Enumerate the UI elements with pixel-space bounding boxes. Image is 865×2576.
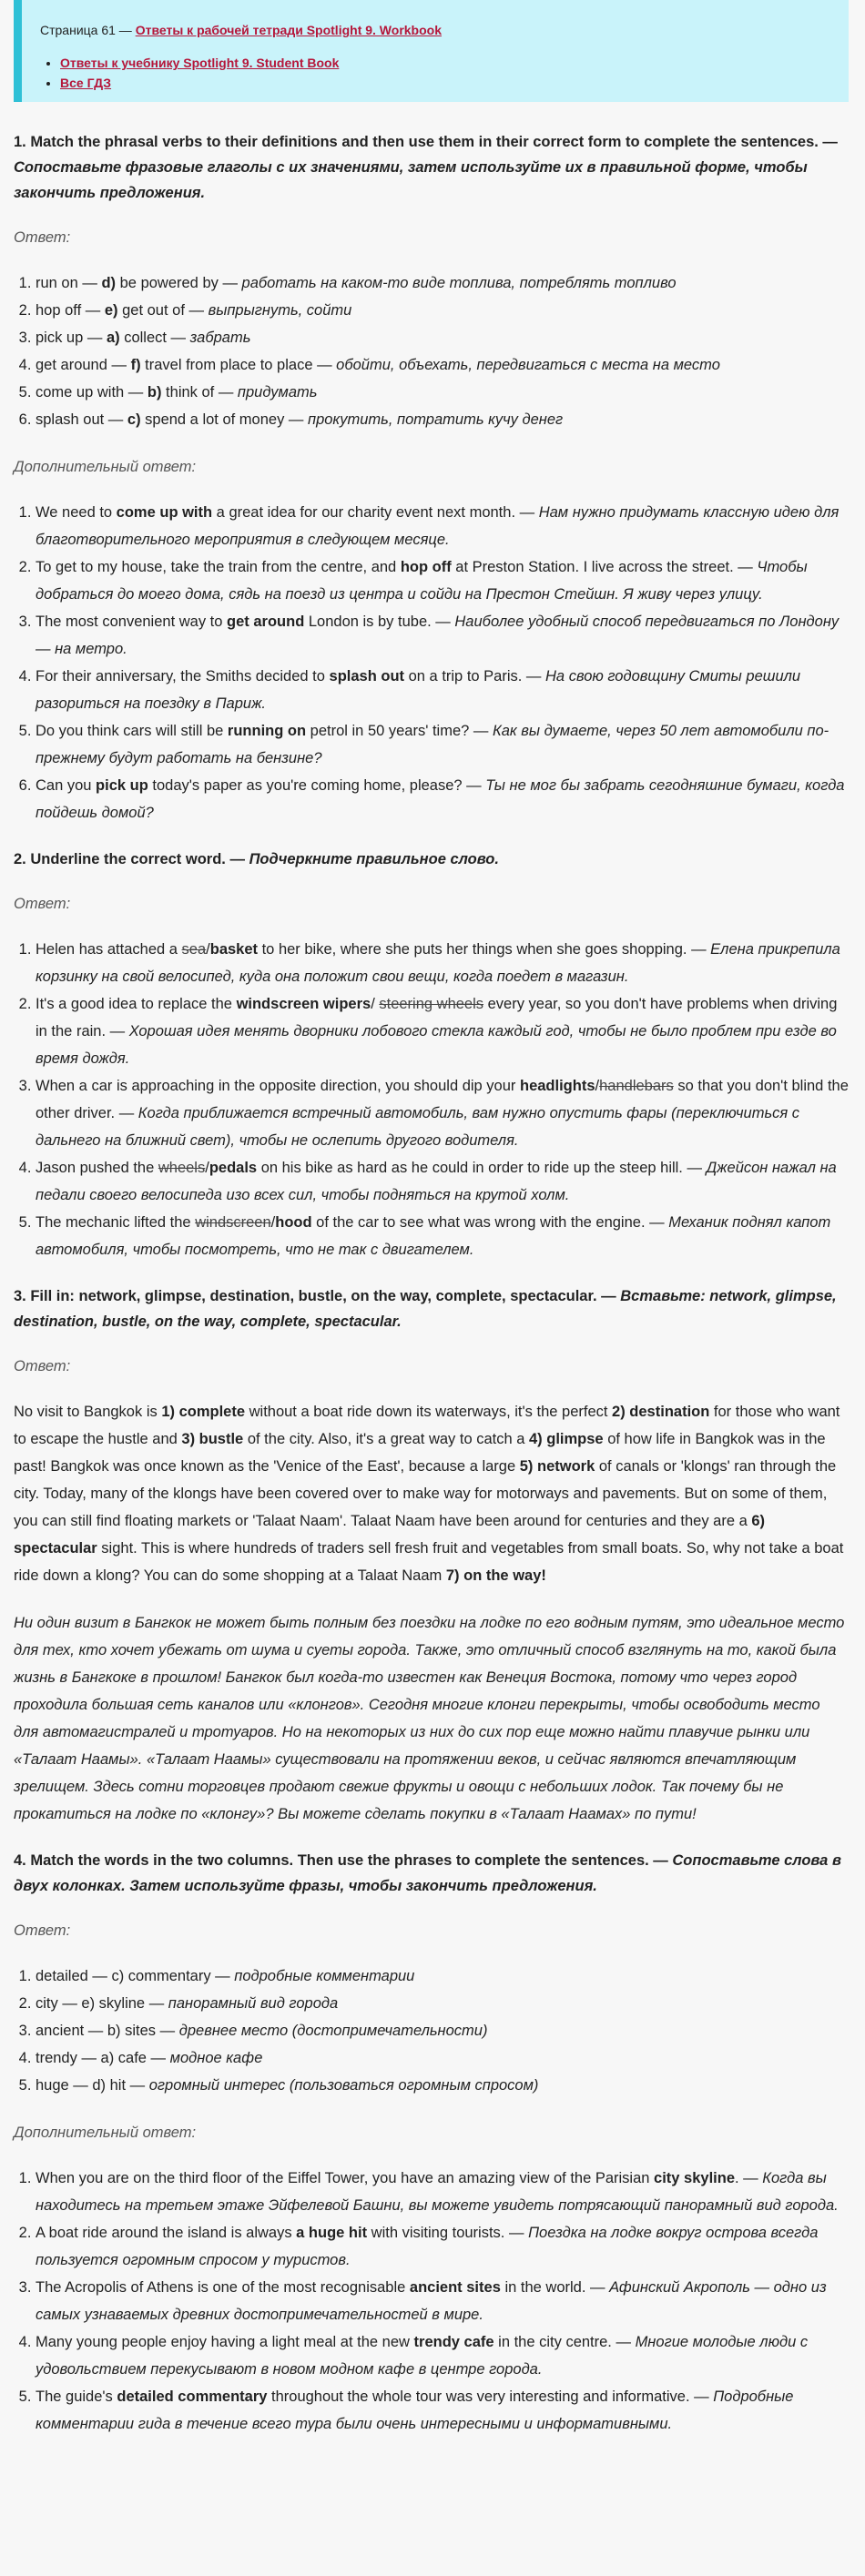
item-text: come up with —: [36, 384, 148, 401]
item-translation: Хорошая идея менять дворники лобового стекла каждый год, чтобы не было проблем при езде во время дождя.: [36, 1023, 837, 1067]
list-item: [36, 2165, 849, 2219]
item-translation: Ты не мог бы забрать сегодняшние бумаги, когда пойдешь домой?: [36, 777, 845, 821]
item-key: a huge hit: [296, 2225, 368, 2241]
item-text: think of —: [161, 384, 238, 401]
answer-word: 7) on the way!: [445, 1567, 546, 1584]
list-item: [36, 2072, 849, 2099]
list-item: [36, 406, 849, 433]
answer-word: 5) network: [519, 1458, 595, 1475]
item-text: The most convenient way to: [36, 614, 228, 630]
item-text: London is by tube. —: [304, 614, 455, 630]
item-translation: забрать: [189, 330, 251, 346]
item-text: huge — d) hit —: [36, 2077, 149, 2094]
struck-word: windscreen: [195, 1214, 271, 1231]
item-text: The guide's: [36, 2388, 117, 2405]
item-text: on his bike as hard as he could in order to ride up the steep hill. —: [257, 1160, 707, 1176]
ex3-title: [14, 1283, 849, 1334]
list-item: [36, 351, 849, 379]
item-key: city skyline: [654, 2170, 736, 2186]
ex2-title-en: 2. Underline the correct word. —: [14, 851, 249, 867]
item-text: of the car to see what was wrong with the engine. —: [311, 1214, 669, 1231]
ex4-title-en: 4. Match the words in the two columns. Then use the phrases to complete the sentences. —: [14, 1852, 673, 1869]
item-translation: обойти, объехать, передвигаться с места на место: [336, 357, 720, 373]
item-key: pedals: [209, 1160, 258, 1176]
ex4-answer-list: [14, 1962, 849, 2099]
item-text: ancient — b) sites —: [36, 2023, 179, 2039]
ex1-title-en: 1. Match the phrasal verbs to their definitions and then use them in their correct form to complete the sentences. —: [14, 134, 838, 150]
ex4-extra-list: [14, 2165, 849, 2438]
item-text: every year, so you don't have problems when driving in the rain. —: [36, 996, 838, 1040]
struck-word: handlebars: [599, 1078, 674, 1094]
item-text: get out of —: [117, 302, 209, 319]
item-key: windscreen wipers: [236, 996, 371, 1012]
text-part: of canals or 'klongs' ran through the city. Today, many of the klongs have been covered over to make way for motorways and pavements. But on some of them, you can still find floating markets or 'Talaat Naam'. Talaat Naam have been around for centuries and they are a: [14, 1458, 837, 1529]
item-translation: Джейсон нажал на педали своего велосипеда изо всех сил, чтобы подняться на крутой холм.: [36, 1160, 837, 1203]
separator: /: [206, 941, 210, 958]
text-part: for those who want to escape the hustle and: [14, 1404, 840, 1447]
item-text: For their anniversary, the Smiths decided to: [36, 668, 330, 685]
item-key: f): [130, 357, 141, 373]
ex1-answer-label: Ответ:: [14, 229, 71, 246]
item-key: d): [101, 275, 117, 291]
item-text: today's paper as you're coming home, please? —: [148, 777, 486, 794]
item-text: get around —: [36, 357, 131, 373]
item-text: When a car is approaching in the opposite direction, you should dip your: [36, 1078, 520, 1094]
answer-word: 3) bustle: [181, 1431, 244, 1447]
ex1-answer-list: [14, 269, 849, 433]
nav-studentbook-link[interactable]: Ответы к учебнику Spotlight 9. Student Book: [60, 56, 340, 70]
ex1-title: [14, 129, 849, 206]
ex3-text-ru: Ни один визит в Бангкок не может быть полным без поездки на лодке по его водным путям, это идеальное место для тех, кто хочет убежать от шума и суеты города. Также, это отличный способ взглянуть на то, какой была жизнь в Бангкоке в прошлом! Бангкок был когда-то известен как Венеция Востока, потому что через город проходила большая сеть каналов или «клонгов». Сегодня многие клонги перекрыты, чтобы освободить место для автомагистралей и тротуаров. Но на некоторых из них до сих пор еще можно найти плавучие рынки или «Талаат Наамы». «Талаат Наамы» существовали на протяжении веков, и сейчас являются впечатляющим зрелищем. Здесь сотни торговцев продают свежие фрукты и овощи с небольших лодок. Так почему бы не прокатиться на лодке по «клонгу»? Вы можете сделать покупки в «Талаат Наамах» по пути!: [14, 1615, 845, 1822]
list-item: [36, 2044, 849, 2072]
item-text: with visiting tourists. —: [367, 2225, 529, 2241]
list-item: [36, 379, 849, 406]
item-text: Many young people enjoy having a light meal at the new: [36, 2334, 414, 2350]
list-item: [36, 2383, 849, 2438]
item-text: A boat ride around the island is always: [36, 2225, 297, 2241]
list-item: [36, 2219, 849, 2274]
item-text: be powered by —: [116, 275, 242, 291]
item-text: The Acropolis of Athens is one of the most recognisable: [36, 2279, 410, 2296]
item-text: throughout the whole tour was very interesting and informative. —: [267, 2388, 714, 2405]
ex1-extra-list: [14, 499, 849, 827]
ex3-title-ru: Вставьте: network, glimpse, destination, bustle, on the way, complete, spectacular.: [14, 1288, 837, 1330]
item-text: We need to: [36, 504, 117, 521]
item-text: Can you: [36, 777, 97, 794]
struck-word: sea: [181, 941, 207, 958]
nav-workbook-link[interactable]: Ответы к рабочей тетради Spotlight 9. Workbook: [135, 23, 442, 37]
item-text: in the city centre. —: [494, 2334, 636, 2350]
item-translation: прокутить, потратить кучу денег: [308, 411, 564, 428]
answer-word: 4) glimpse: [529, 1431, 604, 1447]
text-part: No visit to Bangkok is: [14, 1404, 162, 1420]
item-text: city — e) skyline —: [36, 1995, 168, 2012]
item-key: get around: [227, 614, 305, 630]
item-key: b): [147, 384, 162, 401]
ex4-title: [14, 1848, 849, 1899]
item-key: hood: [275, 1214, 312, 1231]
text-part: without a boat ride down its waterways, it's the perfect: [245, 1404, 613, 1420]
list-item: [36, 269, 849, 297]
item-translation: выпрыгнуть, сойти: [208, 302, 352, 319]
item-text: travel from place to place —: [140, 357, 337, 373]
item-key: a): [106, 330, 120, 346]
item-translation: Наиболее удобный способ передвигаться по Лондону — на метро.: [36, 614, 840, 657]
answer-word: 1) complete: [161, 1404, 246, 1420]
item-text: a great idea for our charity event next month. —: [212, 504, 539, 521]
item-text: run on —: [36, 275, 102, 291]
item-text: It's a good idea to replace the: [36, 996, 237, 1012]
list-item: [36, 2017, 849, 2044]
item-key: hop off: [400, 559, 452, 575]
item-text: trendy — a) cafe —: [36, 2050, 170, 2066]
separator: /: [371, 996, 380, 1012]
item-key: trendy cafe: [413, 2334, 494, 2350]
struck-word: steering wheels: [379, 996, 484, 1012]
list-item: [36, 499, 849, 553]
item-translation: Когда приближается встречный автомобиль, вам нужно опустить фары (переключиться с дальнего на ближний свет), чтобы не ослепить другого водителя.: [36, 1105, 800, 1149]
item-translation: Чтобы добраться до моего дома, сядь на поезд из центра и сойди на Престон Стейшн. Я живу через улицу.: [36, 559, 808, 603]
list-item: [36, 717, 849, 772]
nav-all-gdz-link[interactable]: Все ГДЗ: [60, 76, 112, 90]
item-translation: подробные комментарии: [234, 1968, 415, 1984]
item-text: pick up —: [36, 330, 107, 346]
list-item: [36, 1962, 849, 1990]
item-text: hop off —: [36, 302, 105, 319]
item-key: splash out: [329, 668, 405, 685]
ex3-title-en: 3. Fill in: network, glimpse, destination, bustle, on the way, complete, spectacular. —: [14, 1288, 621, 1304]
item-text: Jason pushed the: [36, 1160, 158, 1176]
item-translation: Подробные комментарии гида в течение всего тура были очень интересными и информативными.: [36, 2388, 794, 2432]
item-translation: Поездка на лодке вокруг острова всегда пользуется огромным спросом у туристов.: [36, 2225, 819, 2268]
item-translation: модное кафе: [169, 2050, 263, 2066]
item-translation: Многие молодые люди с удовольствием перекусывают в новом модном кафе в центре города.: [36, 2334, 809, 2378]
list-item: [36, 936, 849, 990]
item-key: pick up: [96, 777, 148, 794]
list-item: [36, 324, 849, 351]
list-item: [36, 2328, 849, 2383]
item-key: running on: [227, 723, 307, 739]
item-text: petrol in 50 years' time? —: [306, 723, 493, 739]
item-text: To get to my house, take the train from the centre, and: [36, 559, 401, 575]
text-part: of the city. Also, it's a great way to catch a: [243, 1431, 529, 1447]
answer-word: 6) spectacular: [14, 1513, 766, 1557]
separator: /: [595, 1078, 600, 1094]
item-translation: древнее место (достопримечательности): [178, 2023, 488, 2039]
ex2-answer-list: [14, 936, 849, 1263]
list-item: [36, 990, 849, 1072]
ex4-answer-label: Ответ:: [14, 1922, 71, 1939]
nav-page-prefix: Страница 61 —: [40, 23, 136, 37]
separator: /: [205, 1160, 209, 1176]
ex1-extra-label: Дополнительный ответ:: [14, 459, 197, 475]
item-key: basket: [209, 941, 259, 958]
item-key: ancient sites: [409, 2279, 501, 2296]
item-translation: огромный интерес (пользоваться огромным спросом): [148, 2077, 539, 2094]
list-item: [36, 608, 849, 663]
item-translation: работать на каком-то виде топлива, потреблять топливо: [241, 275, 677, 291]
text-part: of how life in Bangkok was in the past! Bangkok was once known as the 'Venice of the East', because a large: [14, 1431, 826, 1475]
item-text: spend a lot of money —: [140, 411, 308, 428]
ex3-answer-label: Ответ:: [14, 1358, 71, 1374]
item-translation: Афинский Акрополь — одно из самых узнаваемых древних достопримечательностей в мире.: [36, 2279, 827, 2323]
item-translation: Механик поднял капот автомобиля, чтобы посмотреть, что не так с двигателем.: [36, 1214, 831, 1258]
item-text: in the world. —: [500, 2279, 610, 2296]
ex2-title: [14, 847, 849, 872]
item-translation: Когда вы находитесь на третьем этаже Эйфелевой Башни, вы можете увидеть потрясающий панорамный вид города.: [36, 2170, 839, 2214]
ex2-answer-label: Ответ:: [14, 896, 71, 912]
item-text: When you are on the third floor of the Eiffel Tower, you have an amazing view of the Parisian: [36, 2170, 655, 2186]
item-key: come up with: [116, 504, 213, 521]
separator: /: [270, 1214, 276, 1231]
item-text: collect —: [119, 330, 190, 346]
nav-page-line: [40, 20, 830, 40]
nav-link-item: [60, 53, 830, 73]
list-item: [36, 663, 849, 717]
item-text: detailed — c) commentary —: [36, 1968, 235, 1984]
list-item: [36, 1990, 849, 2017]
struck-word: wheels: [158, 1160, 206, 1176]
ex2-title-ru: Подчеркните правильное слово.: [249, 851, 499, 867]
item-text: splash out —: [36, 411, 127, 428]
item-text: The mechanic lifted the: [36, 1214, 196, 1231]
text-part: sight. This is where hundreds of traders sell fresh fruit and vegetables from small boats. So, why not take a boat ride down a klong? You can do some shopping at a Talaat Naam: [14, 1540, 844, 1584]
ex4-title-ru: Сопоставьте слова в двух колонках. Затем используйте фразы, чтобы закончить предложения.: [14, 1852, 841, 1894]
item-translation: Елена прикрепила корзинку на свой велосипед, куда она положит свои вещи, когда поедет в магазин.: [36, 941, 840, 985]
nav-link-item: [60, 73, 830, 93]
item-text: on a trip to Paris. —: [404, 668, 546, 685]
list-item: [36, 1209, 849, 1263]
ex4-extra-label: Дополнительный ответ:: [14, 2125, 197, 2141]
nav-links: [40, 53, 830, 93]
item-translation: Как вы думаете, через 50 лет автомобили по-прежнему будут работать на бензине?: [36, 723, 829, 766]
item-text: to her bike, where she puts her things when she goes shopping. —: [258, 941, 711, 958]
item-text: at Preston Station. I live across the street. —: [451, 559, 758, 575]
list-item: [36, 772, 849, 827]
nav-box: [14, 0, 849, 102]
item-text: so that you don't blind the other driver. —: [36, 1078, 849, 1121]
item-text: . —: [735, 2170, 763, 2186]
list-item: [36, 1072, 849, 1154]
item-key: c): [127, 411, 141, 428]
item-translation: панорамный вид города: [168, 1995, 339, 2012]
item-translation: На свою годовщину Смиты решили разориться на поездку в Париж.: [36, 668, 801, 712]
item-text: Do you think cars will still be: [36, 723, 228, 739]
item-key: headlights: [520, 1078, 595, 1094]
ex1-title-ru: Сопоставьте фразовые глаголы с их значениями, затем используйте их в правильной форме, чтобы закончить предложения.: [14, 159, 808, 201]
item-key: detailed commentary: [117, 2388, 268, 2405]
list-item: [36, 2274, 849, 2328]
item-key: e): [104, 302, 118, 319]
ex3-text-en: [14, 1398, 849, 1589]
list-item: [36, 1154, 849, 1209]
answer-word: 2) destination: [612, 1404, 710, 1420]
item-translation: Нам нужно придумать классную идею для благотворительного мероприятия в следующем месяце.: [36, 504, 840, 548]
list-item: [36, 553, 849, 608]
item-translation: придумать: [237, 384, 318, 401]
item-text: Helen has attached a: [36, 941, 182, 958]
list-item: [36, 297, 849, 324]
